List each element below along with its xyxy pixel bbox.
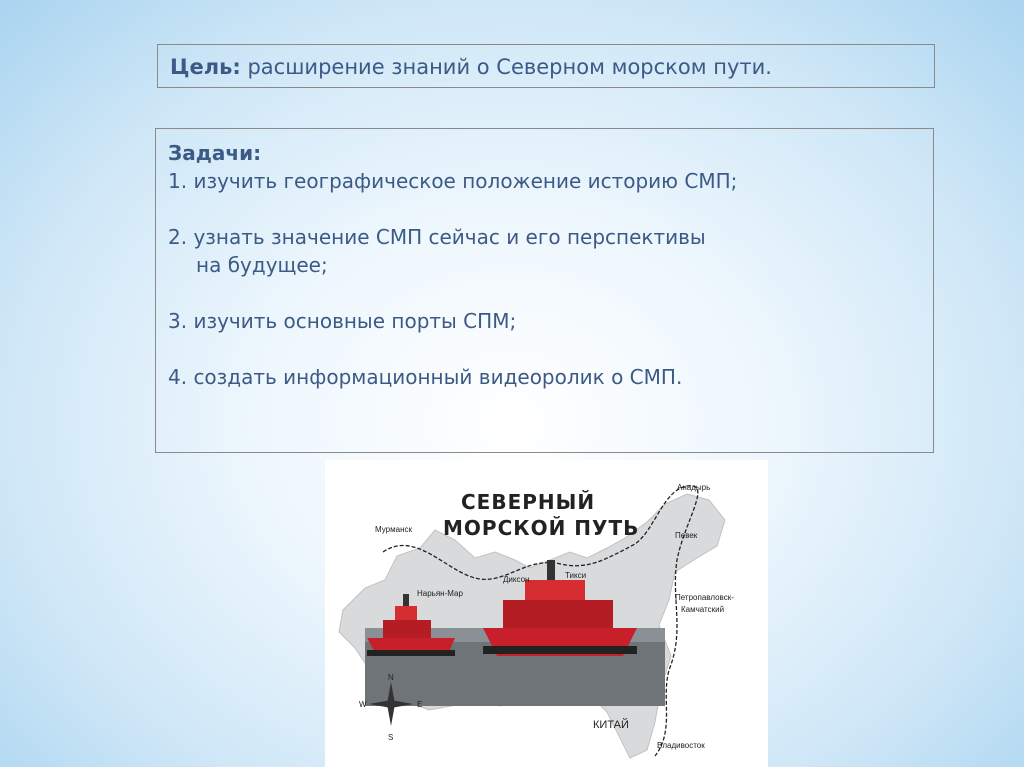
- city-murmansk: Мурманск: [375, 525, 412, 534]
- city-tiksi: Тикси: [565, 571, 587, 580]
- city-dikson: Диксон: [503, 575, 530, 584]
- task-item-3: 3. изучить основные порты СПМ;: [168, 309, 517, 333]
- task-item-4: 4. создать информационный видеоролик о СМП.: [168, 365, 683, 389]
- svg-text:S: S: [388, 733, 394, 742]
- city-petropavlovsk-2: Камчатский: [681, 605, 725, 614]
- svg-text:W: W: [359, 700, 367, 709]
- task-item-1: 1. изучить географическое положение историю СМП;: [168, 169, 738, 193]
- northern-sea-route-map: [325, 460, 768, 767]
- city-pevek: Певек: [675, 531, 698, 540]
- task-item-2-continuation: на будущее;: [196, 253, 328, 277]
- city-anadyr: Анадырь: [677, 483, 711, 492]
- svg-text:N: N: [388, 673, 394, 682]
- map-title-line1: СЕВЕРНЫЙ: [461, 490, 596, 514]
- label-china: КИТАЙ: [593, 719, 629, 731]
- tasks-heading: Задачи:: [168, 141, 262, 165]
- city-vladivostok: Владивосток: [657, 741, 705, 750]
- tasks-box: [155, 128, 934, 453]
- goal-label: Цель:: [170, 55, 241, 79]
- city-petropavlovsk-1: Петропавловск-: [675, 593, 734, 602]
- goal-box: [157, 44, 935, 88]
- task-item-2: 2. узнать значение СМП сейчас и его перспективы: [168, 225, 706, 249]
- goal-text: расширение знаний о Северном морском пути.: [240, 55, 772, 79]
- svg-text:E: E: [417, 700, 423, 709]
- map-title-line2: МОРСКОЙ ПУТЬ: [443, 516, 640, 540]
- city-naryan-mar: Нарьян-Мар: [417, 589, 463, 598]
